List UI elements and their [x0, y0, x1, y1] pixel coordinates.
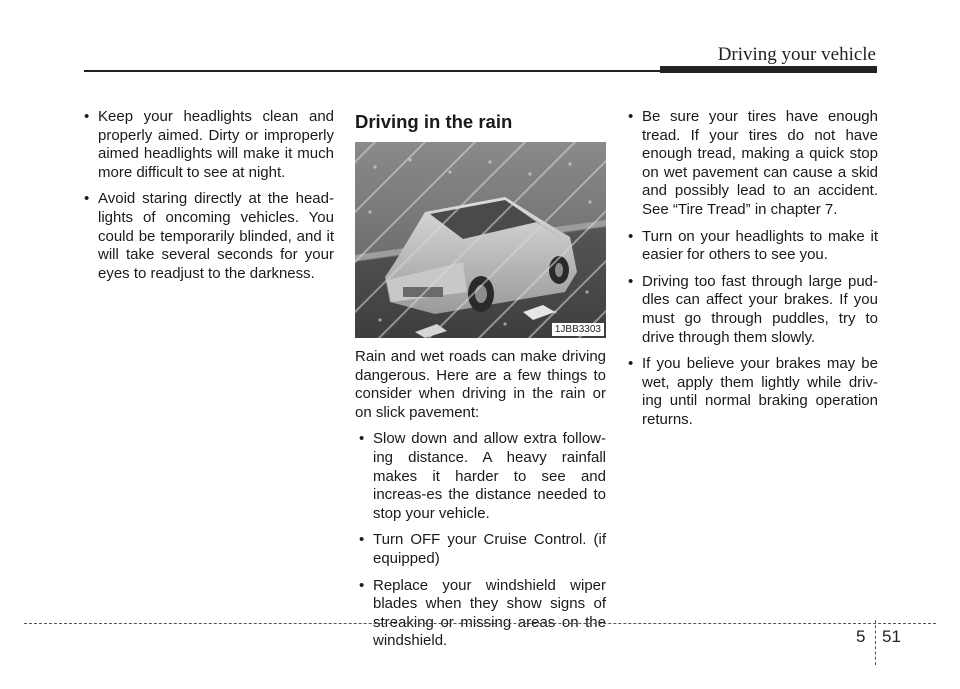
car-in-rain-image [355, 142, 606, 338]
list-item: • Turn OFF your Cruise Control. (if equipped) [355, 531, 606, 568]
column-left [80, 108, 334, 291]
bullet-list [80, 108, 334, 283]
chapter-number: 5 [856, 627, 866, 646]
list-item: • If you believe your brakes may be wet, apply them lightly while driv-ing until normal braking operation returns. [624, 355, 878, 429]
footer-divider [875, 620, 876, 665]
list-item: • Turn on your headlights to make it easier for others to see you. [624, 228, 878, 265]
list-item: • Keep your headlights clean and properly aimed. Dirty or improperly aimed headlights will make it much more difficult to see at night. [80, 108, 334, 182]
rain-driving-illustration [355, 142, 606, 338]
section-heading: Driving in the rain [355, 111, 513, 132]
bullet-list [355, 430, 606, 651]
list-item: • Driving too fast through large pud-dles can affect your brakes. If you must go through puddles, try to drive through them slowly. [624, 273, 878, 347]
section-title: Driving your vehicle [717, 44, 876, 65]
list-item: • Replace your windshield wiper blades when they show signs of streaking or missing areas on the windshield. [355, 577, 606, 651]
footer-rule [24, 623, 936, 624]
list-item: • Avoid staring directly at the head-lights of oncoming vehicles. You could be temporarily blinded, and it will take several seconds for your eyes to readjust to the darkness. [80, 190, 334, 283]
page-number: 51 [882, 627, 901, 646]
column-right [624, 108, 878, 438]
list-item: • Slow down and allow extra follow-ing distance. A heavy rainfall makes it harder to see and increas-es the distance needed to stop your vehicle. [355, 430, 606, 523]
list-item: • Be sure your tires have enough tread. If your tires do not have enough tread, making a quick stop on wet pavement can cause a skid and possibly lead to an accident. See “Tire Tread” in chapter 7. [624, 108, 878, 220]
header-rule-thin [84, 70, 660, 72]
header-rule-thick [660, 66, 877, 73]
column-middle [355, 108, 606, 659]
intro-paragraph: Rain and wet roads can make driving dangerous. Here are a few things to consider when driving in the rain or on slick pavement: [355, 348, 606, 421]
figure-code: 1JBB3303 [552, 323, 604, 336]
bullet-list [624, 108, 878, 430]
